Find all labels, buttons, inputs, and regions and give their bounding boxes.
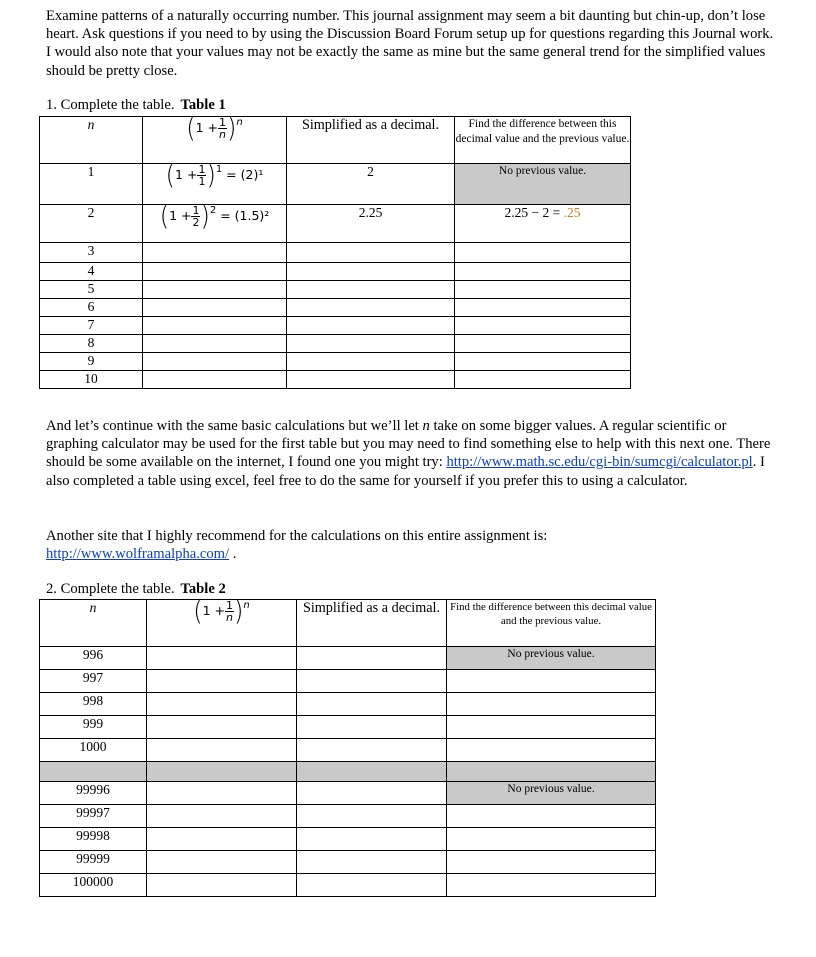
table2-row: 99999 [40, 851, 656, 874]
table1-row: 4 [40, 263, 631, 281]
calculator-link[interactable]: http://www.math.sc.edu/cgi-bin/sumcgi/calculator.pl [446, 454, 753, 471]
table1-row [40, 164, 631, 205]
table2-header-row [40, 600, 656, 647]
table1-label: Table 1 [180, 97, 226, 113]
section2-heading-text: 2. Complete the table. [46, 581, 175, 597]
second-paragraph: And let’s continue with the same basic calculations but we’ll let n take on some bigger values. A regular scientific or graphing calculator may be used for the first table but you may need to find something else to help with this next one. There should be some available on the internet, I found one you might try: http://www.math.sc.edu/cgi-bin/sumcgi/calculator.pl. I also completed a table using excel, feel free to do the same for yourself if you prefer this to using a calculator. [46, 418, 771, 489]
table1-header-expression [143, 112, 287, 164]
table2-row: 1000 [40, 739, 656, 762]
table2-row: 997 [40, 670, 656, 693]
wolframalpha-link[interactable]: http://www.wolframalpha.com/ [46, 546, 230, 563]
table2-row: 99996 No previous value. [40, 782, 656, 805]
table2-row: 998 [40, 693, 656, 716]
table1-header-simplified: Simplified as a decimal. [287, 117, 455, 164]
table2-header-expression [147, 595, 297, 647]
table1-row: 10 [40, 371, 631, 389]
table1-row: 9 [40, 353, 631, 371]
expression-formula: (1 + $\frac{1}{n}$ )$^n$ [193, 595, 250, 627]
table1-cell-n: 1 [40, 164, 143, 205]
table1-cell-difference: No previous value. [455, 164, 631, 205]
table2-header-n: n [40, 600, 147, 647]
intro-paragraph: Examine patterns of a naturally occurring number. This journal assignment may seem a bit daunting but chin-up, don’t lose heart. Ask questions if you need to by using the Discussion Board Forum setup up for questions regarding this Journal work. I would also note that your values may not be exactly the same as mine but the same general trend for the simplified values should be pretty close. [46, 8, 774, 79]
section1-heading [46, 97, 226, 114]
table1-cell-simplified: 2 [287, 164, 455, 205]
table1-header-row [40, 117, 631, 164]
table1-row: 3 [40, 243, 631, 263]
table2-row: 99997 [40, 805, 656, 828]
table1-cell-expression: (1 + $\frac{1}{1}$ )$^1$ = (2)¹ [143, 164, 287, 205]
table1-cell-n: 2 [40, 205, 143, 243]
table1-row: 8 [40, 335, 631, 353]
table1-row: 6 [40, 299, 631, 317]
section1-heading-text: 1. Complete the table. [46, 97, 175, 113]
table1-cell-expression: (1 + $\frac{1}{2}$ )$^2$ = (1.5)² [143, 205, 287, 243]
table1-cell-simplified: 2.25 [287, 205, 455, 243]
table1-header-n: n [40, 117, 143, 164]
table1-row: 5 [40, 281, 631, 299]
table1-row [40, 205, 631, 243]
table2-row: 996 No previous value. [40, 647, 656, 670]
table2-row: 99998 [40, 828, 656, 851]
third-paragraph: Another site that I highly recommend for the calculations on this entire assignment is: http://www.wolframalpha.com/ . [46, 528, 548, 563]
table1 [39, 112, 631, 389]
table2-row: 100000 [40, 874, 656, 897]
table2-label: Table 2 [180, 581, 226, 597]
table1-header-difference: Find the difference between this decimal value and the previous value. [455, 117, 631, 164]
table2-header-simplified: Simplified as a decimal. [297, 600, 447, 647]
table1-cell-difference: 2.25 − 2 = .25 [455, 205, 631, 243]
table1-row: 7 [40, 317, 631, 335]
table2-separator-row [40, 762, 656, 782]
table2-header-difference: Find the difference between this decimal value and the previous value. [447, 600, 656, 647]
expression-formula: (1 + $\frac{1}{n}$ )$^n$ [186, 112, 243, 144]
table2 [39, 595, 656, 897]
table2-row: 999 [40, 716, 656, 739]
